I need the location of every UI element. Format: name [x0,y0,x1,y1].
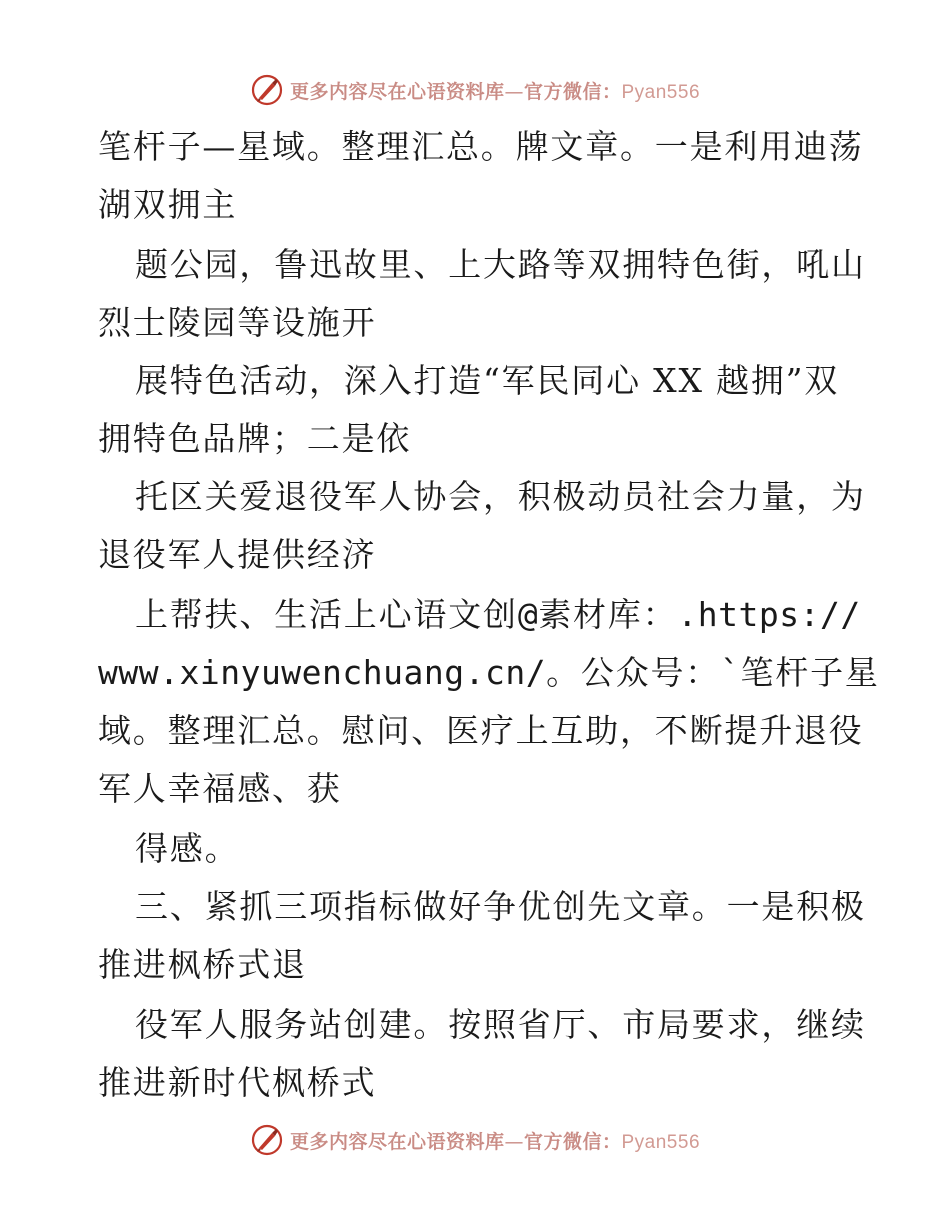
text-line: www.xinyuwenchuang.cn/。公众号：`笔杆子星 [98,653,880,692]
watermark-separator: — [504,80,524,103]
watermark-separator: — [504,1130,524,1153]
watermark-brand: 更多内容尽在心语资料库 [289,80,505,103]
watermark-brand: 更多内容尽在心语资料库 [289,1130,505,1153]
watermark-wechat-label: 官方微信： [523,1130,622,1153]
watermark-wechat-id: Pyan556 [621,1131,701,1153]
text-line: 推进新时代枫桥式 [98,1063,377,1102]
text-line: 笔杆子—星域。整理汇总。牌文章。一是利用迪荡 [98,127,864,166]
text-line: 退役军人提供经济 [98,535,377,574]
footer-watermark [0,1120,950,1160]
text-line: 题公园，鲁迅故里、上大路等双拥特色街，吼山 [135,245,866,284]
watermark-text [290,1127,700,1154]
text-line: 推进枫桥式退 [98,945,307,984]
text-line: 托区关爱退役军人协会，积极动员社会力量，为 [135,477,866,516]
watermark-text [290,77,700,104]
text-line: 得感。 [135,829,240,868]
text-line: 役军人服务站创建。按照省厅、市局要求，继续 [135,1005,866,1044]
quill-pen-logo-icon [250,73,284,107]
text-line: 湖双拥主 [98,185,238,224]
text-line: 上帮扶、生活上心语文创@素材库：.https:// [135,595,861,634]
quill-pen-logo-icon [250,1123,284,1157]
text-line: 三、紧抓三项指标做好争优创先文章。一是积极 [135,887,866,926]
text-line: 烈士陵园等设施开 [98,303,377,342]
text-line: 拥特色品牌；二是依 [98,419,412,458]
header-watermark [0,70,950,110]
text-line: 域。整理汇总。慰问、医疗上互助，不断提升退役 [98,711,864,750]
text-line: 展特色活动，深入打造“军民同心 XX 越拥”双 [135,361,840,400]
watermark-wechat-id: Pyan556 [621,81,701,103]
watermark-wechat-label: 官方微信： [523,80,622,103]
text-line: 军人幸福感、获 [98,769,342,808]
